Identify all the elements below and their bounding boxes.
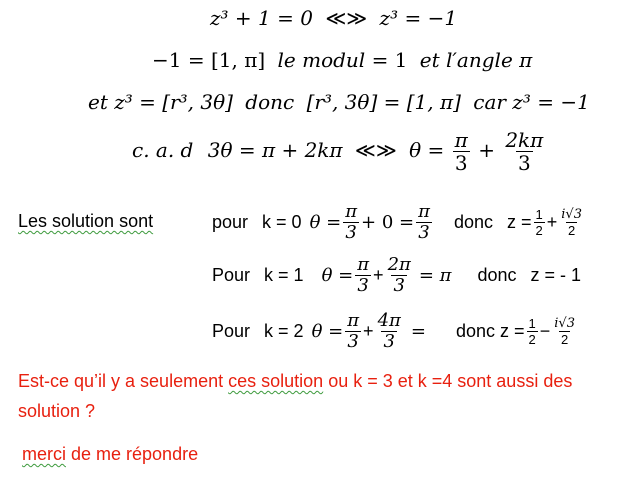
question-part-c: ou k = 3 et k =4 sont aussi des	[328, 371, 573, 391]
solution-k1	[212, 254, 581, 296]
equation-line-2	[152, 48, 532, 72]
k1-theta: θ =	[321, 264, 354, 286]
k0-f1-den: 3	[345, 221, 357, 243]
equation-line-4	[132, 130, 547, 173]
k1-f2-num: 2π	[387, 253, 411, 275]
eq4-f2-den: 3	[517, 151, 531, 175]
k1-plus: +	[373, 264, 384, 285]
eq2-c: = 1	[371, 48, 408, 72]
k2-frac-b	[552, 317, 577, 346]
k2-fb-num: i√3	[554, 315, 575, 331]
equation-line-1	[210, 6, 457, 30]
k0-fb-den: 2	[568, 222, 576, 238]
k2-minus: −	[539, 320, 551, 341]
k0-theta: θ =	[309, 211, 342, 233]
k2-frac-a	[527, 317, 538, 346]
k1-f2-den: 3	[393, 274, 405, 296]
eq2-b: le modul	[277, 48, 366, 72]
eq4-f1-den: 3	[454, 151, 468, 175]
k0-frac-a	[534, 208, 545, 237]
eq2-a: −1 = [1, π]	[152, 48, 266, 72]
eq1-right: z³ = −1	[379, 6, 458, 30]
eq4-arrow: ≪≫	[354, 138, 397, 162]
eq3-a: et z³ = [r³, 3θ]	[88, 90, 233, 114]
k0-donc: donc	[453, 211, 493, 232]
k1-donc: donc	[477, 264, 517, 285]
k2-frac-2	[376, 309, 403, 352]
question-part-b: ces solution	[228, 371, 324, 391]
k0-fa-num: 1	[535, 206, 543, 222]
k2-theta: θ =	[311, 320, 344, 342]
eq4-a: c. a. d	[132, 138, 194, 162]
k0-mid: + 0 =	[361, 211, 415, 233]
question-line-1	[18, 371, 572, 392]
equation-line-3	[88, 90, 590, 114]
eq4-f2-num: 2kπ	[505, 128, 544, 152]
k1-frac-1	[355, 253, 371, 296]
k0-f2-num: π	[418, 200, 430, 222]
k0-plus: +	[546, 211, 558, 232]
k2-f2-den: 3	[383, 330, 395, 352]
k0-z: z =	[507, 211, 532, 232]
k2-frac-1	[345, 309, 361, 352]
k2-f1-den: 3	[347, 330, 359, 352]
k0-fa-den: 2	[535, 222, 543, 238]
question-line-2: solution ?	[18, 401, 96, 421]
eq3-c: [r³, 3θ] = [1, π]	[306, 90, 461, 114]
k2-fb-den: 2	[560, 331, 569, 347]
solution-k0	[212, 201, 586, 243]
thanks-line	[22, 444, 198, 465]
solution-k2	[212, 310, 579, 352]
thanks-merci: merci	[22, 444, 66, 464]
k1-pour: Pour	[212, 264, 251, 285]
k2-donc: donc z =	[455, 320, 525, 341]
question-part-a: Est-ce qu’il y a seulement	[18, 371, 224, 391]
k0-pour: pour	[212, 211, 249, 232]
eq4-fraction-1	[453, 130, 470, 173]
k2-f2-num: 4π	[377, 309, 401, 331]
eq1-arrow: ≪≫	[325, 6, 368, 30]
eq3-d: car z³ = −1	[473, 90, 590, 114]
solutions-label: Les solution sont	[18, 211, 154, 231]
k0-frac-1	[343, 200, 359, 243]
k2-fa-num: 1	[528, 315, 536, 331]
k1-z: z = - 1	[530, 264, 582, 285]
k0-frac-2	[416, 200, 432, 243]
eq4-fraction-2	[503, 130, 545, 173]
k1-frac-2	[386, 253, 413, 296]
k0-frac-b	[559, 208, 584, 237]
k1-f1-num: π	[357, 253, 370, 275]
eq1-left: z³ + 1 = 0	[210, 6, 313, 30]
k2-f1-num: π	[347, 309, 360, 331]
thanks-rest: de me répondre	[66, 444, 199, 464]
k1-k: k = 1	[264, 264, 304, 285]
k2-fa-den: 2	[528, 331, 536, 347]
k2-pour: Pour	[212, 320, 251, 341]
k2-eq: =	[410, 320, 426, 342]
eq4-f1-num: π	[454, 128, 468, 152]
k2-plus: +	[363, 320, 374, 341]
k0-f2-den: 3	[418, 221, 430, 243]
k2-k: k = 2	[264, 320, 304, 341]
eq4-plus: +	[478, 138, 495, 162]
eq3-b: donc	[245, 90, 295, 114]
k0-fb-num: i√3	[561, 206, 582, 222]
eq4-c: θ =	[409, 138, 445, 162]
eq2-d: et l′angle π	[419, 48, 533, 72]
k1-eq: = π	[418, 264, 452, 286]
k0-f1-num: π	[345, 200, 358, 222]
k1-f1-den: 3	[357, 274, 369, 296]
k0-k: k = 0	[262, 211, 302, 232]
eq4-b: 3θ = π + 2kπ	[207, 138, 343, 162]
